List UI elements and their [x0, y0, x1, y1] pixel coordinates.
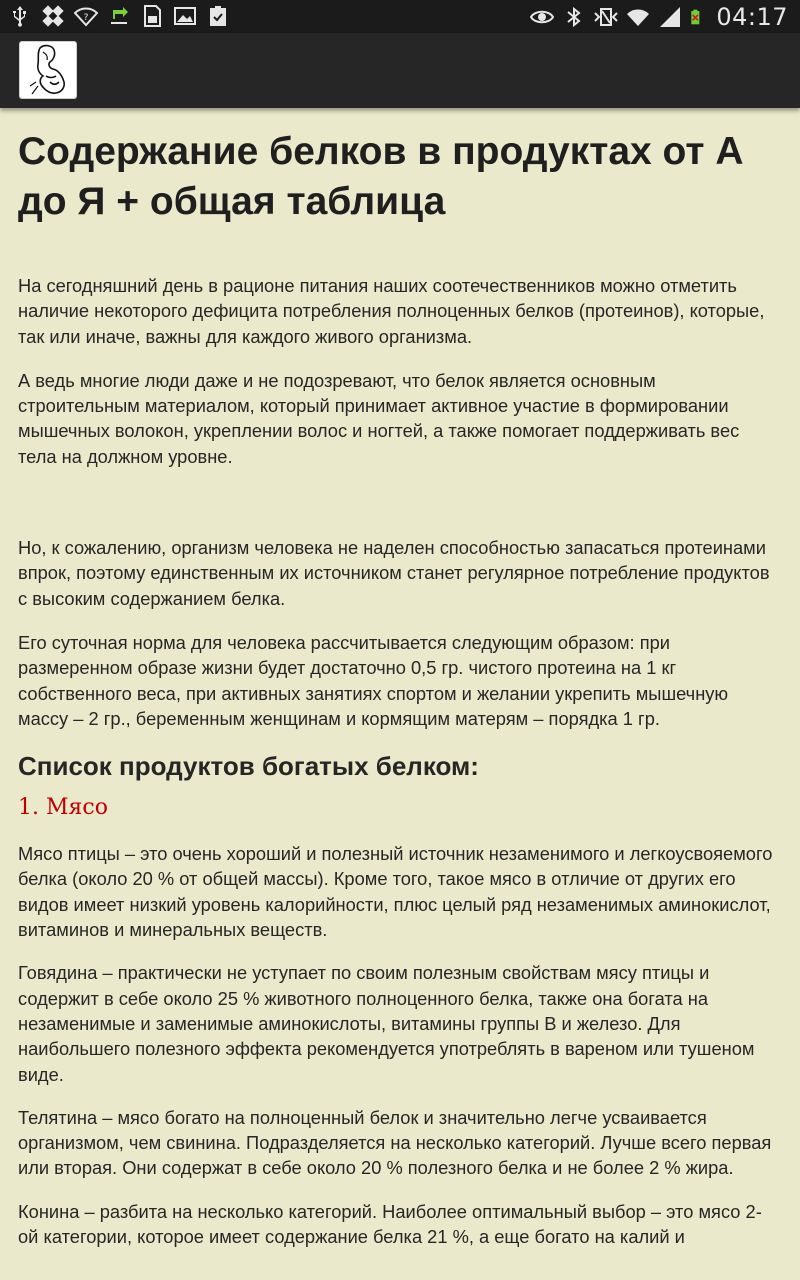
paragraph: Телятина – мясо богато на полноценный белок и значительно легче усваивается организмом, чем свинина. Подразделяется на несколько категорий. Лучше всего первая или вторая. Они содержат в себе около 20 % полезного белка и не более 2 % жира. — [18, 1106, 772, 1179]
paragraph: А ведь многие люди даже и не подозревают, что белок является основным строительным материалом, который принимает активное участие в формировании мышечных волокон, укреплении волос и ногтей, а также помогает поддерживать вес тела на должном уровне. — [18, 369, 740, 467]
svg-text:?: ? — [83, 13, 89, 23]
paragraph: Его суточная норма для человека рассчитывается следующим образом: при размеренном образе жизни будет достаточно 0,5 гр. чистого протеина на 1 кг собственного веса, при активных занятиях спортом и желании укрепить мышечную массу – 2 гр., беременным женщинам и кормящим матерям – порядка 1 гр. — [18, 631, 729, 729]
paragraph: Но, к сожалению, организм человека не наделен способностью запасаться протеинами впрок, поэтому единственным их источником станет регулярное потребление продуктов с высоким содержанием белка. — [18, 537, 770, 609]
bluetooth-icon — [562, 5, 586, 29]
battery-icon — [690, 5, 706, 29]
article — [18, 108, 782, 1249]
action-bar — [0, 33, 800, 108]
list-heading: Список продуктов богатых белком: — [18, 751, 479, 782]
section-heading-meat: 1. Мясо — [18, 795, 108, 821]
vibrate-icon — [594, 5, 618, 29]
clipboard-check-icon — [206, 4, 230, 28]
usb-icon — [8, 4, 32, 28]
sync-icon — [41, 4, 65, 28]
image-icon — [173, 4, 197, 28]
eye-icon — [530, 5, 554, 29]
wifi-question-icon — [74, 4, 98, 28]
download-icon — [107, 4, 131, 28]
system-icons — [530, 0, 788, 33]
app-logo-drawing — [20, 42, 76, 98]
wifi-icon — [626, 5, 650, 29]
status-time: 04:17 — [716, 2, 788, 31]
paragraph: Мясо птицы – это очень хороший и полезный источник незаменимого и легкоусвояемого белка (около 20 % от общей массы). Кроме того, такое мясо в отличие от других его видов имеет низкий уровень калорийности, плюс целый ряд незаменимых аминокислот, витаминов и минеральных веществ. — [18, 843, 773, 941]
article-title: Содержание белков в продуктах от А до Я + общая таблица — [18, 130, 744, 223]
paragraph: Конина – разбита на несколько категорий. Наиболее оптимальный выбор – это мясо 2-ой категории, которое имеет содержание белка 21 %, а еще богато на калий и — [18, 1200, 762, 1248]
signal-icon — [658, 5, 682, 29]
sd-card-icon — [140, 4, 164, 28]
notification-icons — [8, 4, 230, 28]
status-bar — [0, 0, 800, 33]
app-logo-icon[interactable] — [19, 41, 77, 99]
paragraph: Говядина – практически не уступает по своим полезным свойствам мясу птицы и содержит в себе около 25 % животного полноценного белка, также она богата на незаменимые и заменимые аминокислоты, витамины группы В и железо. Для наибольшего полезного эффекта рекомендуется употреблять в вареном или тушеном виде. — [18, 962, 755, 1085]
paragraph: На сегодняшний день в рационе питания наших соотечественников можно отметить наличие некоторого дефицита потребления полноценных белков (протеинов), которые, так или иначе, важны для каждого живого организма. — [18, 275, 765, 347]
